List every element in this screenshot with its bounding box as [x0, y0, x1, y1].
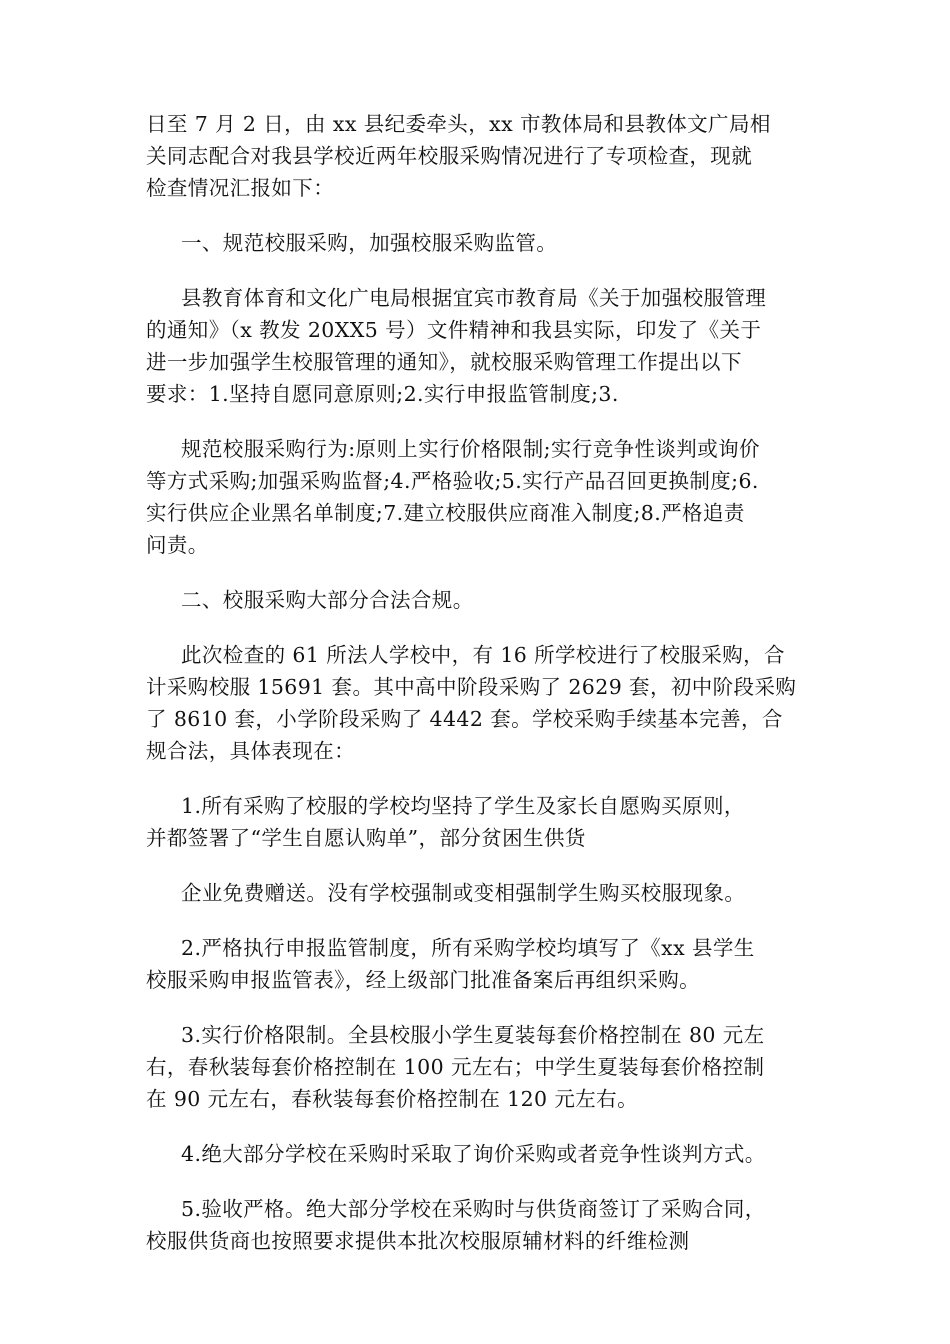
paragraph-7 [146, 790, 826, 854]
text-line: 检查情况汇报如下： [146, 176, 335, 200]
paragraph-11 [146, 1138, 826, 1170]
text-line: 要求：1.坚持自愿同意原则;2.实行申报监管制度;3. [146, 382, 619, 406]
text-line: 4.绝大部分学校在采购时采取了询价采购或者竞争性谈判方式。 [181, 1142, 766, 1166]
text-line: 1.所有采购了校服的学校均坚持了学生及家长自愿购买原则， [181, 794, 745, 818]
text-line: 一、规范校服采购，加强校服采购监管。 [181, 231, 558, 255]
text-line: 二、校服采购大部分合法合规。 [181, 588, 474, 612]
text-line: 规合法，具体表现在： [146, 739, 355, 763]
text-line: 3.实行价格限制。全县校服小学生夏装每套价格控制在 80 元左 [181, 1023, 765, 1047]
paragraph-4 [146, 433, 826, 561]
text-line: 进一步加强学生校服管理的通知》，就校服采购管理工作提出以下 [146, 350, 742, 374]
text-line: 关同志配合对我县学校近两年校服采购情况进行了专项检查，现就 [146, 144, 753, 168]
text-line: 的通知》（x 教发 20XX5 号）文件精神和我县实际，印发了《关于 [146, 318, 762, 342]
paragraph-6 [146, 639, 826, 767]
section-heading-1 [146, 227, 826, 259]
text-line: 此次检查的 61 所法人学校中，有 16 所学校进行了校服采购，合 [181, 643, 785, 667]
text-line: 实行供应企业黑名单制度;7.建立校服供应商准入制度;8.严格追责 [146, 501, 745, 525]
text-line: 在 90 元左右，春秋装每套价格控制在 120 元左右。 [146, 1087, 638, 1111]
paragraph-10 [146, 1019, 826, 1115]
text-line: 了 8610 套，小学阶段采购了 4442 套。学校采购手续基本完善，合 [146, 707, 783, 731]
paragraph-9 [146, 932, 826, 996]
text-line: 等方式采购;加强采购监督;4.严格验收;5.实行产品召回更换制度;6. [146, 469, 759, 493]
paragraph-1 [146, 108, 826, 204]
document-page [146, 108, 826, 1280]
text-line: 并都签署了“学生自愿认购单”，部分贫困生供货 [146, 826, 586, 850]
text-line: 计采购校服 15691 套。其中高中阶段采购了 2629 套，初中阶段采购 [146, 675, 797, 699]
text-line: 2.严格执行申报监管制度，所有采购学校均填写了《xx 县学生 [181, 936, 755, 960]
text-line: 5.验收严格。绝大部分学校在采购时与供货商签订了采购合同， [181, 1197, 766, 1221]
text-line: 县教育体育和文化广电局根据宜宾市教育局《关于加强校服管理 [181, 286, 767, 310]
text-line: 规范校服采购行为:原则上实行价格限制;实行竞争性谈判或询价 [181, 437, 760, 461]
paragraph-8 [146, 877, 826, 909]
paragraph-12 [146, 1193, 826, 1257]
text-line: 日至 7 月 2 日，由 xx 县纪委牵头，xx 市教体局和县教体文广局相 [146, 112, 771, 136]
paragraph-3 [146, 282, 826, 410]
text-line: 右，春秋装每套价格控制在 100 元左右；中学生夏装每套价格控制 [146, 1055, 765, 1079]
text-line: 校服供货商也按照要求提供本批次校服原辅材料的纤维检测 [146, 1229, 690, 1253]
text-line: 校服采购申报监管表》，经上级部门批准备案后再组织采购。 [146, 968, 701, 992]
section-heading-2 [146, 584, 826, 616]
text-line: 问责。 [146, 533, 209, 557]
text-line: 企业免费赠送。没有学校强制或变相强制学生购买校服现象。 [181, 881, 746, 905]
